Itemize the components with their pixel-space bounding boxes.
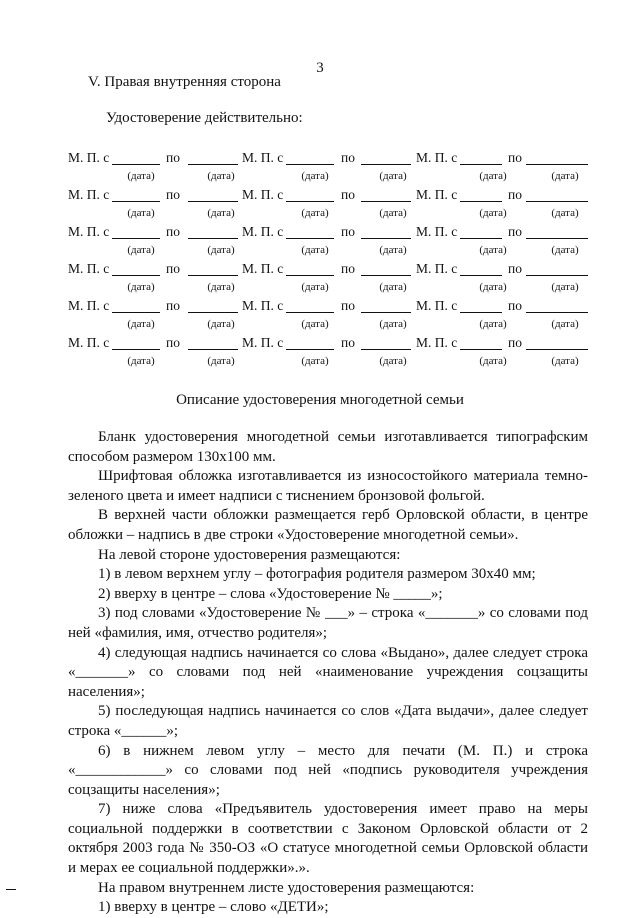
date-caption: (дата) [127, 244, 155, 256]
stamp-to-label: по [341, 224, 355, 239]
stamp-to-label: по [166, 261, 180, 276]
stamp-to-label: по [166, 187, 180, 202]
date-to-blank [526, 335, 588, 350]
paragraph: 3) под словами «Удостоверение № ___» – строка «_______» со словами под ней «фамилия, имя, отчество родителя»; [68, 605, 588, 641]
stamp-mp-label: М. П. с [242, 187, 284, 202]
stamp-mp-label: М. П. с [68, 150, 110, 165]
date-from-blank [286, 150, 334, 165]
date-caption: (дата) [301, 170, 329, 182]
paragraph: 5) последующая надпись начинается со слов «Дата выдачи», далее следует строка «______»; [68, 703, 588, 739]
paragraph: 2) вверху в центре – слова «Удостоверение № _____»; [98, 585, 443, 602]
date-caption: (дата) [127, 318, 155, 330]
stamp-mp-label: М. П. с [416, 298, 458, 313]
stamp-to-label: по [341, 335, 355, 350]
paragraph: На левой стороне удостоверения размещаются: [98, 546, 401, 563]
paragraph: В верхней части обложки размещается герб Орловской области, в центре обложки – надпись в две строки «Удостоверение многодетной семьи». [68, 507, 588, 543]
stamp-mp-label: М. П. с [416, 150, 458, 165]
margin-mark [6, 889, 16, 890]
stamp-to-label: по [508, 150, 522, 165]
stamp-mp-label: М. П. с [68, 224, 110, 239]
date-to-blank [361, 261, 411, 276]
stamp-to-label: по [508, 224, 522, 239]
paragraph: 1) в левом верхнем углу – фотография родителя размером 30х40 мм; [98, 566, 536, 583]
stamp-mp-label: М. П. с [416, 187, 458, 202]
stamp-to-label: по [341, 298, 355, 313]
paragraph: 1) вверху в центре – слово «ДЕТИ»; [98, 899, 329, 916]
stamp-table [68, 150, 598, 372]
date-from-blank [286, 224, 334, 239]
paragraph: На правом внутреннем листе удостоверения размещаются: [98, 879, 475, 896]
date-caption: (дата) [207, 318, 235, 330]
date-caption: (дата) [379, 244, 407, 256]
date-to-blank [361, 187, 411, 202]
date-caption: (дата) [379, 207, 407, 219]
date-caption: (дата) [379, 318, 407, 330]
stamp-to-label: по [166, 150, 180, 165]
date-from-blank [112, 224, 160, 239]
date-caption: (дата) [551, 355, 579, 367]
stamp-to-label: по [166, 335, 180, 350]
date-from-blank [112, 261, 160, 276]
date-from-blank [286, 298, 334, 313]
date-to-blank [188, 224, 238, 239]
stamp-row [68, 298, 598, 335]
date-caption: (дата) [207, 244, 235, 256]
stamp-row [68, 224, 598, 261]
date-to-blank [361, 298, 411, 313]
stamp-to-label: по [508, 298, 522, 313]
paragraph: Бланк удостоверения многодетной семьи изготавливается типографским способом размером 130х100 мм. [68, 429, 588, 465]
date-caption: (дата) [127, 355, 155, 367]
stamp-to-label: по [508, 335, 522, 350]
stamp-mp-label: М. П. с [416, 224, 458, 239]
stamp-row [68, 335, 598, 372]
date-caption: (дата) [127, 207, 155, 219]
date-to-blank [188, 298, 238, 313]
stamp-to-label: по [166, 298, 180, 313]
date-from-blank [286, 187, 334, 202]
stamp-mp-label: М. П. с [242, 298, 284, 313]
stamp-to-label: по [508, 187, 522, 202]
date-caption: (дата) [127, 170, 155, 182]
date-caption: (дата) [301, 207, 329, 219]
stamp-to-label: по [341, 261, 355, 276]
date-caption: (дата) [479, 355, 507, 367]
date-to-blank [361, 335, 411, 350]
date-caption: (дата) [127, 281, 155, 293]
stamp-to-label: по [341, 150, 355, 165]
date-caption: (дата) [479, 318, 507, 330]
date-caption: (дата) [551, 244, 579, 256]
page-number: 3 [316, 60, 324, 76]
stamp-mp-label: М. П. с [242, 150, 284, 165]
date-caption: (дата) [551, 281, 579, 293]
date-to-blank [526, 224, 588, 239]
date-from-blank [460, 150, 502, 165]
date-to-blank [526, 150, 588, 165]
stamp-to-label: по [341, 187, 355, 202]
date-from-blank [460, 261, 502, 276]
date-caption: (дата) [379, 170, 407, 182]
date-caption: (дата) [207, 170, 235, 182]
stamp-mp-label: М. П. с [242, 261, 284, 276]
body-text [68, 428, 588, 918]
paragraph: Шрифтовая обложка изготавливается из износостойкого материала темно-зеленого цвета и имеет надписи с тиснением бронзовой фольгой. [68, 468, 588, 504]
date-caption: (дата) [301, 318, 329, 330]
stamp-mp-label: М. П. с [68, 298, 110, 313]
date-caption: (дата) [479, 281, 507, 293]
date-to-blank [188, 187, 238, 202]
date-caption: (дата) [301, 281, 329, 293]
paragraph: 4) следующая надпись начинается со слова «Выдано», далее следует строка «_______» со словами под ней «наименование учреждения соцзащиты населения»; [68, 644, 588, 700]
date-to-blank [188, 261, 238, 276]
stamp-mp-label: М. П. с [242, 335, 284, 350]
date-from-blank [112, 335, 160, 350]
date-from-blank [112, 150, 160, 165]
date-caption: (дата) [207, 207, 235, 219]
stamp-to-label: по [508, 261, 522, 276]
date-to-blank [526, 187, 588, 202]
stamp-mp-label: М. П. с [68, 335, 110, 350]
stamp-mp-label: М. П. с [68, 187, 110, 202]
date-to-blank [526, 298, 588, 313]
date-to-blank [188, 335, 238, 350]
date-from-blank [460, 298, 502, 313]
date-caption: (дата) [551, 207, 579, 219]
date-caption: (дата) [479, 244, 507, 256]
date-from-blank [112, 187, 160, 202]
date-caption: (дата) [207, 281, 235, 293]
date-caption: (дата) [207, 355, 235, 367]
date-caption: (дата) [479, 207, 507, 219]
date-to-blank [188, 150, 238, 165]
stamp-mp-label: М. П. с [242, 224, 284, 239]
date-caption: (дата) [551, 318, 579, 330]
date-caption: (дата) [479, 170, 507, 182]
date-from-blank [460, 335, 502, 350]
date-to-blank [361, 150, 411, 165]
stamp-mp-label: М. П. с [416, 335, 458, 350]
paragraph: 7) ниже слова «Предъявитель удостоверения имеет право на меры социальной поддержки в соответствии с Законом Орловской области от 2 октября 2003 года № 350-ОЗ «О статусе многодетной семьи Орловской области и мерах ее социальной поддержки».». [68, 801, 588, 877]
date-to-blank [526, 261, 588, 276]
date-caption: (дата) [379, 355, 407, 367]
stamp-mp-label: М. П. с [68, 261, 110, 276]
date-from-blank [460, 187, 502, 202]
date-from-blank [286, 335, 334, 350]
stamp-row [68, 150, 598, 187]
validity-heading: Удостоверение действительно: [106, 110, 303, 126]
date-from-blank [112, 298, 160, 313]
date-caption: (дата) [551, 170, 579, 182]
date-to-blank [361, 224, 411, 239]
date-caption: (дата) [379, 281, 407, 293]
stamp-mp-label: М. П. с [416, 261, 458, 276]
date-caption: (дата) [301, 355, 329, 367]
stamp-row [68, 187, 598, 224]
description-title: Описание удостоверения многодетной семьи [176, 392, 464, 408]
stamp-to-label: по [166, 224, 180, 239]
stamp-row [68, 261, 598, 298]
date-from-blank [460, 224, 502, 239]
section-title: V. Правая внутренняя сторона [88, 74, 281, 90]
date-from-blank [286, 261, 334, 276]
date-caption: (дата) [301, 244, 329, 256]
paragraph: 6) в нижнем левом углу – место для печати (М. П.) и строка «____________» со словами под ней «подпись руководителя учреждения соцзащиты населения»; [68, 742, 588, 798]
